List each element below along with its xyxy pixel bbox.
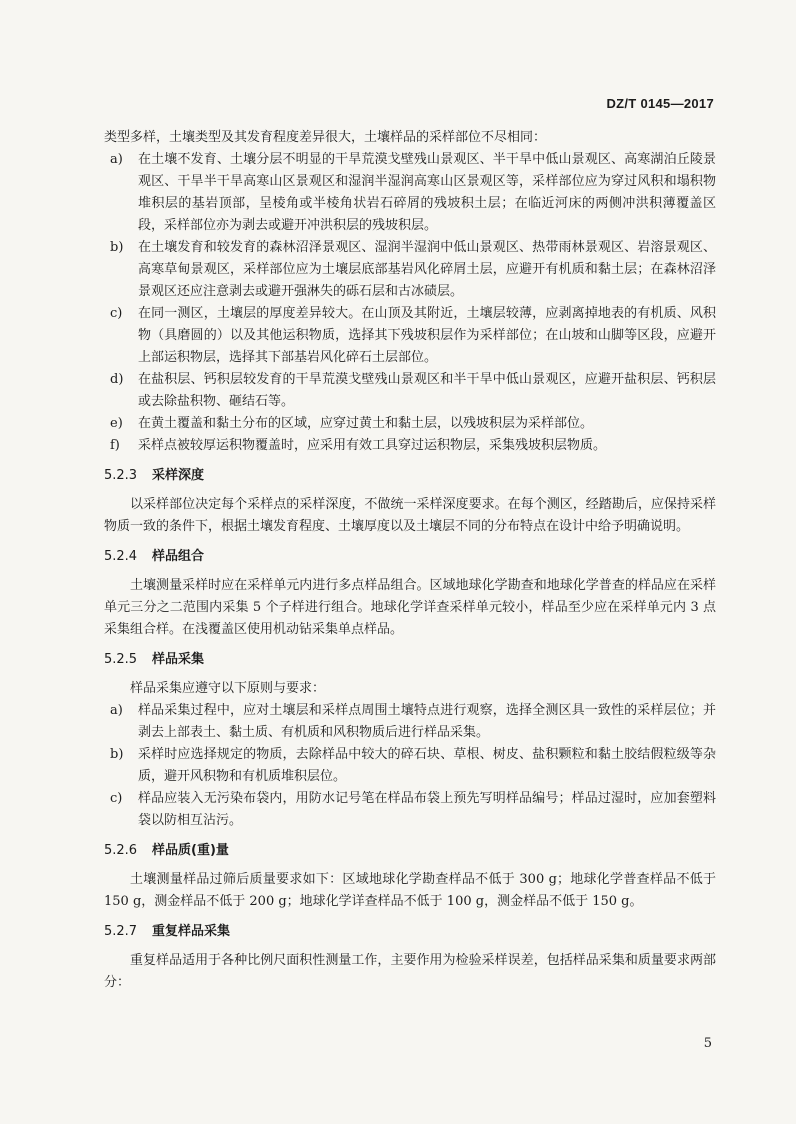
list-item-text: 在同一测区，土壤层的厚度差异较大。在山顶及其附近，土壤层较薄，应剥离掉地表的有机质、风积物（具磨圆的）以及其他运积物质，选择其下残坡积层作为采样部位；在山坡和山脚等区段，应避开上部运积物层，选择其下部基岩风化碎石土层部位。 <box>138 306 716 365</box>
page-content <box>104 127 716 994</box>
list-item <box>104 435 716 457</box>
list-item <box>104 744 716 788</box>
list-item-label: a) <box>110 703 123 718</box>
list-item <box>104 149 716 237</box>
list-item-text: 采样时应选择规定的物质，去除样品中较大的碎石块、草根、树皮、盐积颗粒和黏土胶结假粒级等杂质，避开风积物和有机质堆积层位。 <box>138 747 716 784</box>
section-heading-5-2-4 <box>104 546 716 568</box>
list-item-text: 样品应装入无污染布袋内，用防水记号笔在样品布袋上预先写明样品编号；样品过湿时，应加套塑料袋以防相互沾污。 <box>138 791 716 828</box>
section-title: 样品采集 <box>152 652 205 667</box>
list-item-text: 在土壤不发育、土壤分层不明显的干旱荒漠戈壁残山景观区、半干旱中低山景观区、高寒湖泊丘陵景观区、干旱半干旱高寒山区景观区和湿润半湿润高寒山区景观区等，采样部位应为穿过风积和塌积物堆积层的基岩顶部，呈棱角或半棱角状岩石碎屑的残坡积土层；在临近河床的两侧冲洪积薄覆盖区段，采样部位亦为剥去或避开冲洪积层的残坡积层。 <box>138 152 716 233</box>
list-item <box>104 788 716 832</box>
list-item-text: 在黄土覆盖和黏土分布的区域，应穿过黄土和黏土层，以残坡积层为采样部位。 <box>138 416 594 431</box>
section-heading-5-2-3 <box>104 465 716 487</box>
section-title: 样品质(重)量 <box>152 843 229 858</box>
standard-code: DZ/T 0145—2017 <box>606 96 714 111</box>
list-item-label: c) <box>110 306 123 321</box>
list-item <box>104 369 716 413</box>
section-heading-5-2-7 <box>104 921 716 943</box>
intro-paragraph: 类型多样，土壤类型及其发育程度差异很大，土壤样品的采样部位不尽相同： <box>104 130 547 145</box>
section-title: 重复样品采集 <box>152 924 231 939</box>
section-body: 重复样品适用于各种比例尺面积性测量工作，主要作用为检验采样误差，包括样品采集和质量要求两部分： <box>104 953 716 990</box>
list-item <box>104 700 716 744</box>
section-number: 5.2.4 <box>104 549 138 564</box>
section-body: 以采样部位决定每个采样点的采样深度，不做统一采样深度要求。在每个测区，经踏勘后，应保持采样物质一致的条件下，根据土壤发育程度、土壤厚度以及土壤层不同的分布特点在设计中给予明确说明。 <box>104 497 716 534</box>
list-item <box>104 237 716 303</box>
list-item-text: 在盐积层、钙积层较发育的干旱荒漠戈壁残山景观区和半干旱中低山景观区，应避开盐积层、钙积层或去除盐积物、砸结石等。 <box>138 372 716 409</box>
list-item-label: b) <box>110 240 124 255</box>
section-body: 土壤测量采样时应在采样单元内进行多点样品组合。区域地球化学勘查和地球化学普查的样品应在采样单元三分之二范围内采集 5 个子样进行组合。地球化学详查采样单元较小，样品至少应在采样单元内 3 点采集组合样。在浅覆盖区使用机动钻采集单点样品。 <box>104 578 716 637</box>
list-item-text: 在土壤发育和较发育的森林沼泽景观区、湿润半湿润中低山景观区、热带雨林景观区、岩溶景观区、高寒草甸景观区，采样部位应为土壤层底部基岩风化碎屑土层，应避开有机质和黏土层；在森林沼泽景观区还应注意剥去或避开强淋失的砾石层和古冰碛层。 <box>138 240 716 299</box>
list-item-label: d) <box>110 372 124 387</box>
list-item-label: b) <box>110 747 124 762</box>
list-item-text: 采样点被较厚运积物覆盖时，应采用有效工具穿过运积物层，采集残坡积层物质。 <box>138 438 607 453</box>
list-item-text: 样品采集过程中，应对土壤层和采样点周围土壤特点进行观察，选择全测区具一致性的采样层位；并剥去上部表土、黏土质、有机质和风积物质后进行样品采集。 <box>138 703 716 740</box>
section-heading-5-2-5 <box>104 649 716 671</box>
list-item <box>104 413 716 435</box>
list-item-label: f) <box>110 438 120 453</box>
page-number: 5 <box>703 1036 712 1051</box>
section-body: 土壤测量样品过筛后质量要求如下：区域地球化学勘查样品不低于 300 g；地球化学普查样品不低于 150 g，测金样品不低于 200 g；地球化学详查样品不低于 100 g，测金样品不低于 150 g。 <box>104 872 716 909</box>
section-number: 5.2.3 <box>104 468 138 483</box>
section-number: 5.2.5 <box>104 652 138 667</box>
section-number: 5.2.6 <box>104 843 138 858</box>
section-title: 采样深度 <box>152 468 205 483</box>
list-item-label: c) <box>110 791 123 806</box>
section-number: 5.2.7 <box>104 924 138 939</box>
list-item-label: a) <box>110 152 123 167</box>
section-title: 样品组合 <box>152 549 205 564</box>
list-item <box>104 303 716 369</box>
list-item-label: e) <box>110 416 123 431</box>
section-lead: 样品采集应遵守以下原则与要求： <box>130 681 326 696</box>
section-heading-5-2-6 <box>104 840 716 862</box>
